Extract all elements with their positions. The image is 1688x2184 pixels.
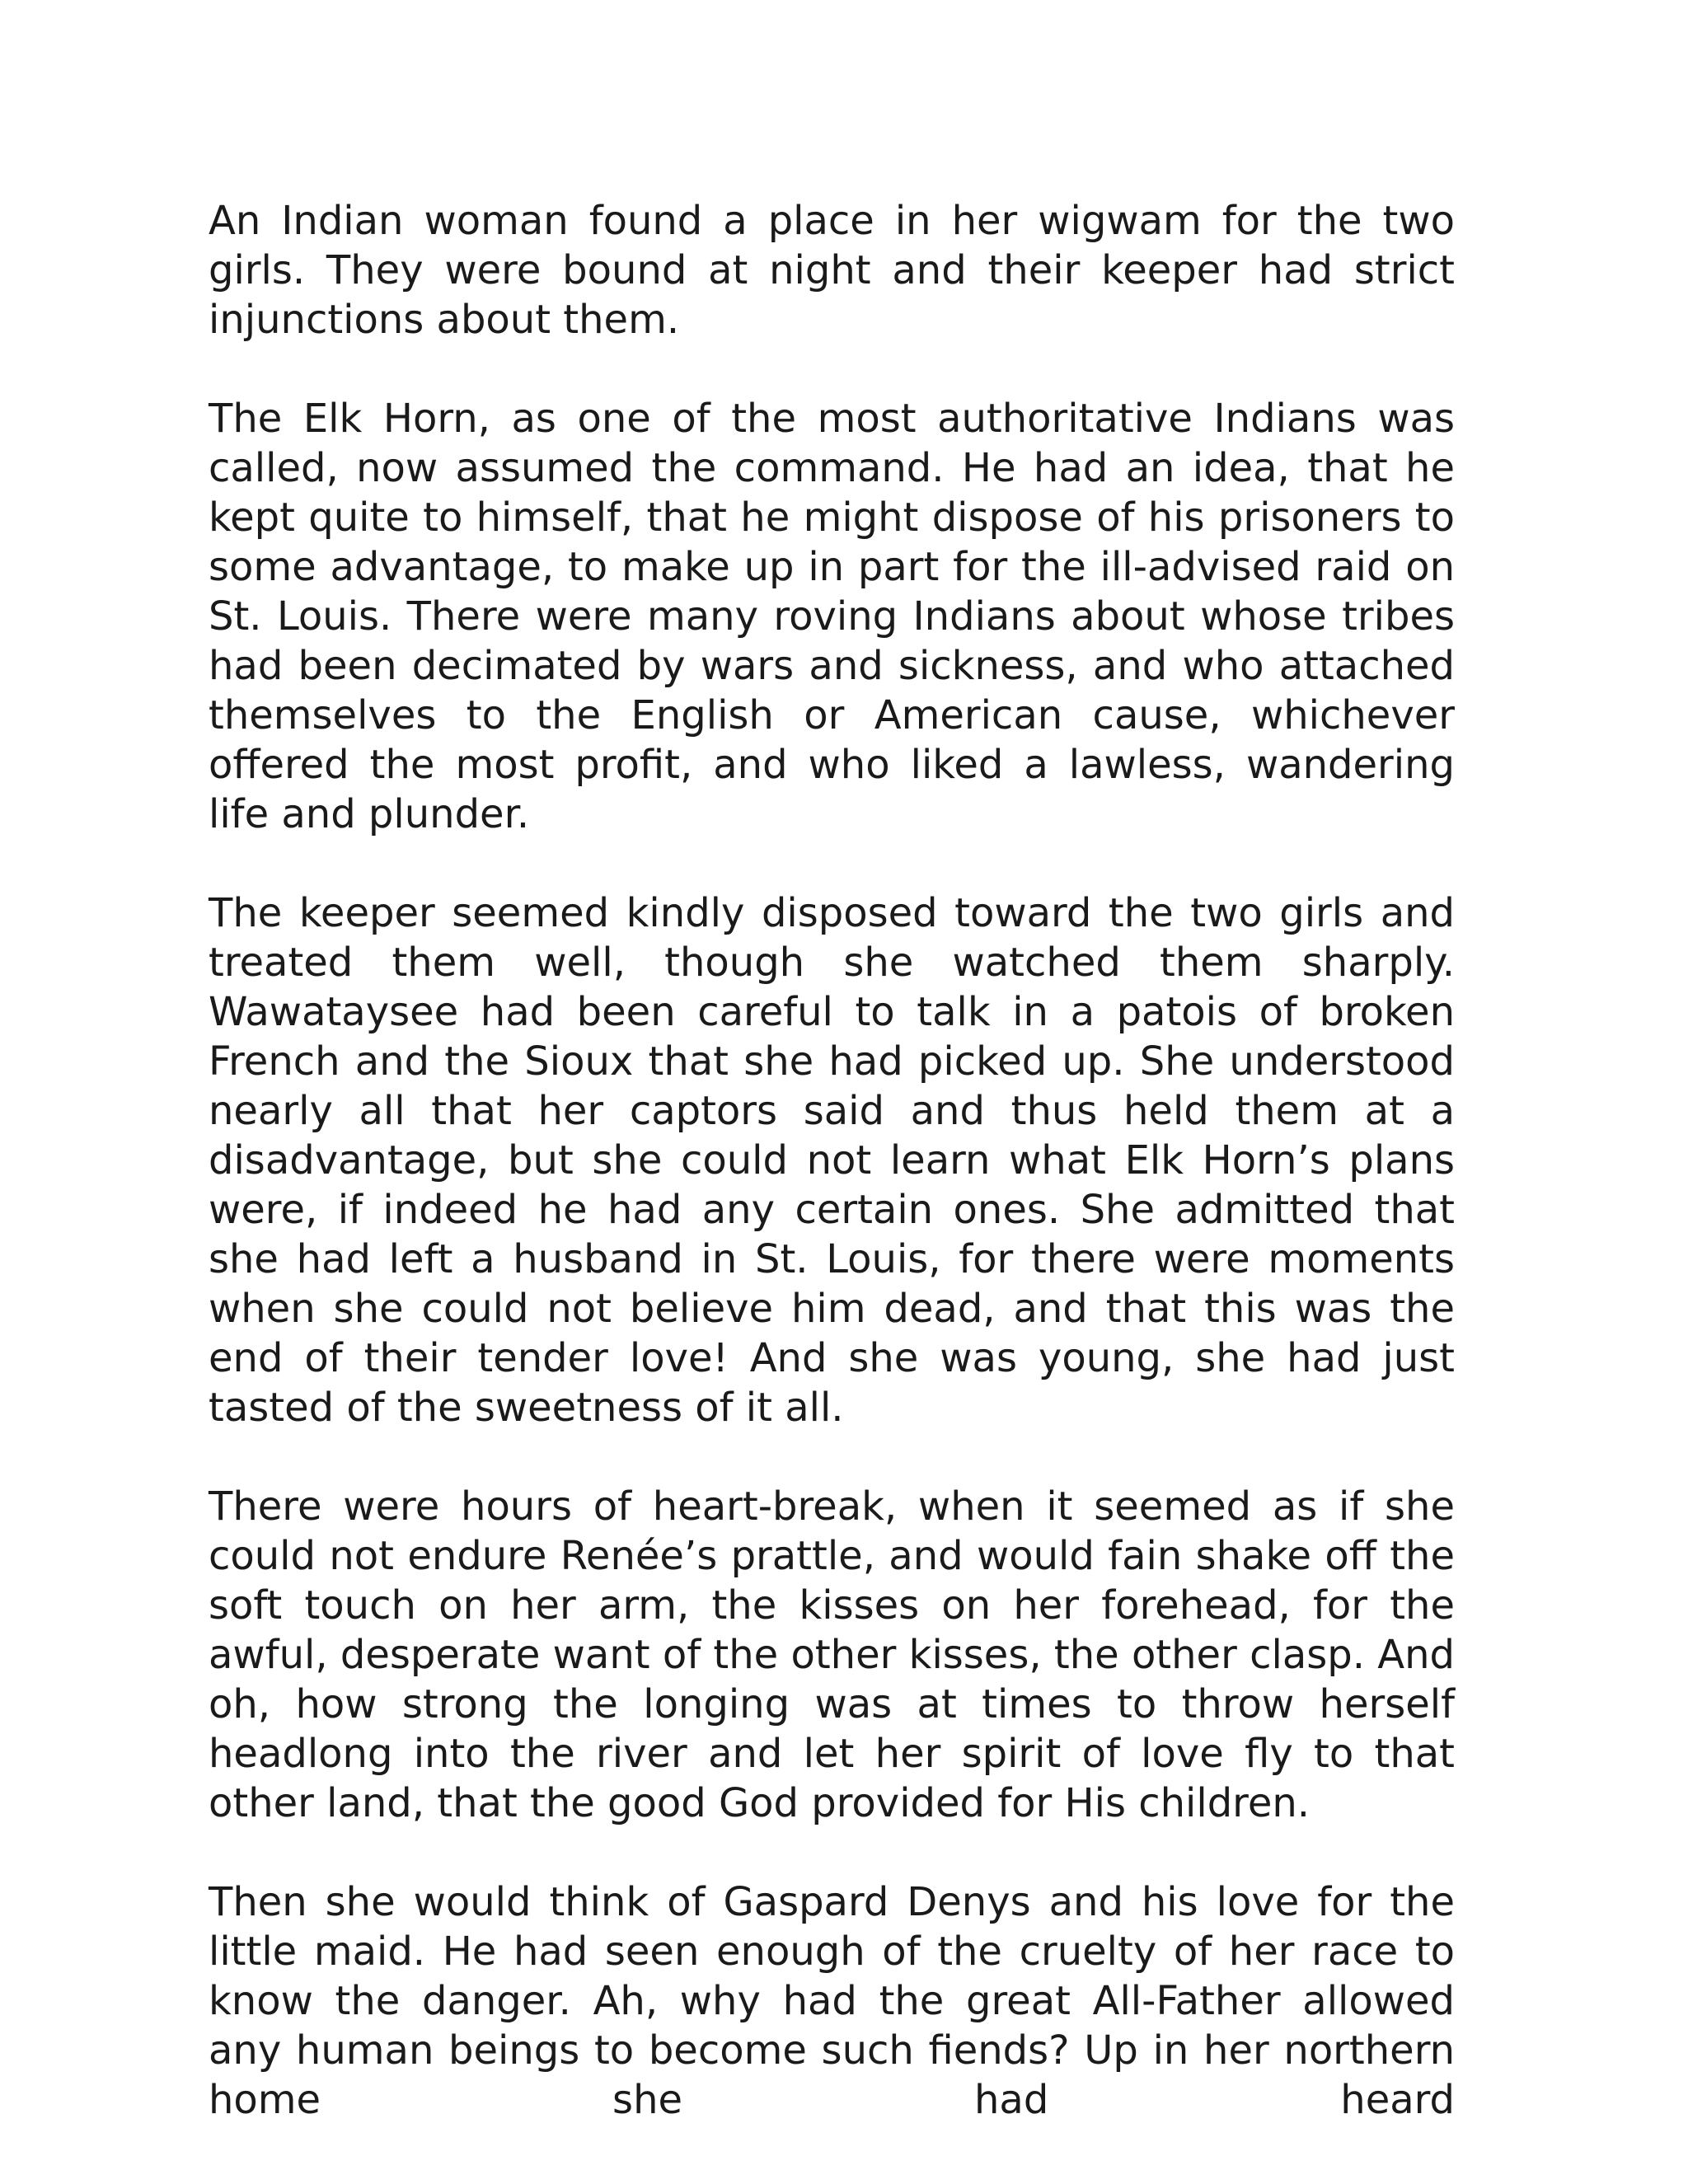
paragraph-1: An Indian woman found a place in her wigwam for the two girls. They were bound at night and their keeper had strict injunctions about them. — [209, 198, 1455, 343]
paragraph-3: The keeper seemed kindly disposed toward the two girls and treated them well, though she watched them sharply. Wawataysee had been careful to talk in a patois of broken French and the Sioux that she had picked up. She understood nearly all that her captors said and thus held them at a disadvantage, but she could not learn what Elk Horn’s plans were, if indeed he had any certain ones. She admitted that she had left a husband in St. Louis, for there were moments when she could not believe him dead, and that this was the end of their tender love! And she was young, she had just tasted of the sweetness of it all. — [209, 890, 1455, 1431]
paragraph-4: There were hours of heart-break, when it seemed as if she could not endure Renée’s prattle, and would fain shake off the soft touch on her arm, the kisses on her forehead, for the awful, desperate want of the other kisses, the other clasp. And oh, how strong the longing was at times to throw herself headlong into the river and let her spirit of love fly to that other land, that the good God provided for His children. — [209, 1483, 1455, 1826]
paragraph-5: Then she would think of Gaspard Denys and his love for the little maid. He had seen enough of the cruelty of her race to know the danger. Ah, why had the great All-Father allowed any human beings to become such fiends? Up in her northern home she had heard — [209, 1879, 1455, 2123]
body-text — [209, 196, 1455, 2125]
paragraph-2: The Elk Horn, as one of the most authoritative Indians was called, now assumed the command. He had an idea, that he kept quite to himself, that he might dispose of his prisoners to some advantage, to make up in part for the ill-advised raid on St. Louis. There were many roving Indians about whose tribes had been decimated by wars and sickness, and who attached themselves to the English or American cause, whichever offered the most profit, and who liked a lawless, wandering life and plunder. — [209, 396, 1455, 837]
